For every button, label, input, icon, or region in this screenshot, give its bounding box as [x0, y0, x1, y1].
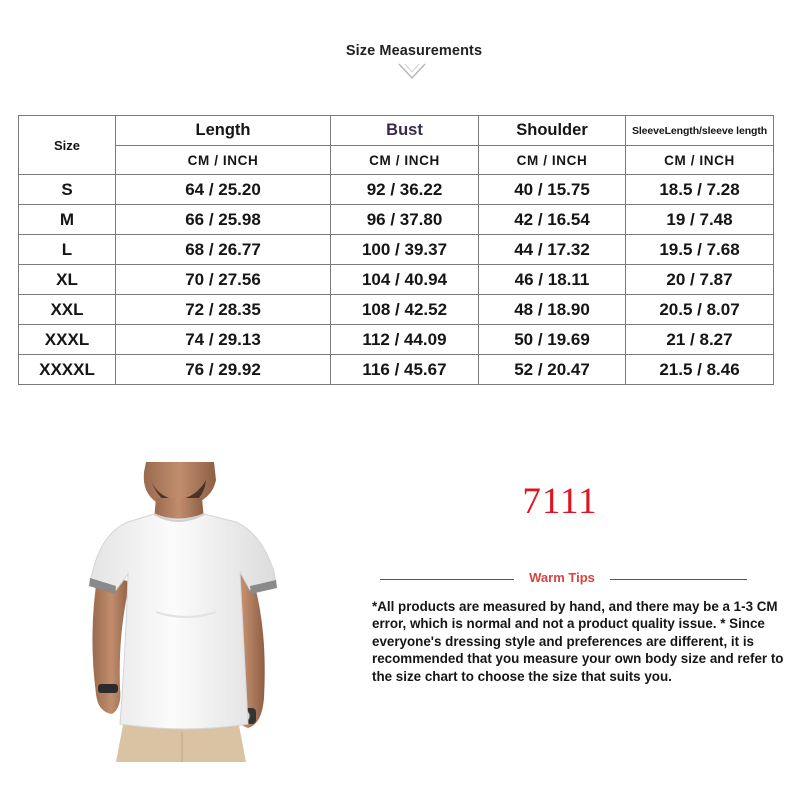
length-value: 70 / 27.56: [116, 265, 331, 295]
table-row: [19, 235, 774, 265]
shoulder-value: 42 / 16.54: [479, 205, 626, 235]
unit-label: CM / INCH: [331, 146, 479, 175]
table-header-row: [19, 116, 774, 146]
size-label: XXXL: [19, 325, 116, 355]
table-row: [19, 175, 774, 205]
unit-label: CM / INCH: [116, 146, 331, 175]
bust-value: 112 / 44.09: [331, 325, 479, 355]
sleeve-value: 18.5 / 7.28: [626, 175, 774, 205]
divider-line: [610, 579, 747, 580]
bust-value: 116 / 45.67: [331, 355, 479, 385]
length-column-header: Length: [116, 116, 331, 146]
shoulder-value: 50 / 19.69: [479, 325, 626, 355]
sleeve-value: 21.5 / 8.46: [626, 355, 774, 385]
shoulder-column-header: Shoulder: [479, 116, 626, 146]
divider-line: [380, 579, 514, 580]
size-label: XXL: [19, 295, 116, 325]
warm-tips-text: *All products are measured by hand, and there may be a 1-3 CM error, which is normal and not a product quality issue. * Since everyone's dressing style and preferences are different, it is recommended that you measure your own body size and refer to the size chart to choose the size that suits you.: [372, 599, 784, 684]
length-value: 66 / 25.98: [116, 205, 331, 235]
shoulder-value: 52 / 20.47: [479, 355, 626, 385]
sleeve-value: 20 / 7.87: [626, 265, 774, 295]
length-value: 74 / 29.13: [116, 325, 331, 355]
size-measurements-header: [0, 43, 800, 59]
bust-value: 108 / 42.52: [331, 295, 479, 325]
sleeve-value: 21 / 8.27: [626, 325, 774, 355]
size-label: XXXXL: [19, 355, 116, 385]
length-value: 64 / 25.20: [116, 175, 331, 205]
table-row: [19, 295, 774, 325]
table-row: [19, 205, 774, 235]
table-row: [19, 325, 774, 355]
size-chart-table: [18, 115, 774, 385]
size-label: XL: [19, 265, 116, 295]
bust-value: 92 / 36.22: [331, 175, 479, 205]
bust-value: 96 / 37.80: [331, 205, 479, 235]
size-label: L: [19, 235, 116, 265]
bust-value: 100 / 39.37: [331, 235, 479, 265]
unit-row: [19, 146, 774, 175]
shoulder-value: 40 / 15.75: [479, 175, 626, 205]
sleeve-length-column-header: SleeveLength/sleeve length: [626, 116, 774, 146]
sleeve-value: 19 / 7.48: [626, 205, 774, 235]
size-column-header: Size: [19, 116, 116, 175]
length-value: 72 / 28.35: [116, 295, 331, 325]
model-code: 7111: [522, 481, 598, 522]
bust-value: 104 / 40.94: [331, 265, 479, 295]
bracelet-icon: [98, 684, 118, 693]
sleeve-value: 19.5 / 7.68: [626, 235, 774, 265]
bust-column-header: Bust: [331, 116, 479, 146]
product-photo: [36, 462, 312, 762]
length-value: 76 / 29.92: [116, 355, 331, 385]
warm-tips-title: Warm Tips: [529, 570, 595, 585]
sleeve-value: 20.5 / 8.07: [626, 295, 774, 325]
size-label: M: [19, 205, 116, 235]
shoulder-value: 46 / 18.11: [479, 265, 626, 295]
table-row: [19, 265, 774, 295]
size-label: S: [19, 175, 116, 205]
length-value: 68 / 26.77: [116, 235, 331, 265]
shoulder-value: 44 / 17.32: [479, 235, 626, 265]
chevron-down-icon: [398, 62, 426, 80]
shoulder-value: 48 / 18.90: [479, 295, 626, 325]
unit-label: CM / INCH: [479, 146, 626, 175]
page-title: Size Measurements: [345, 43, 483, 59]
unit-label: CM / INCH: [626, 146, 774, 175]
table-row: [19, 355, 774, 385]
